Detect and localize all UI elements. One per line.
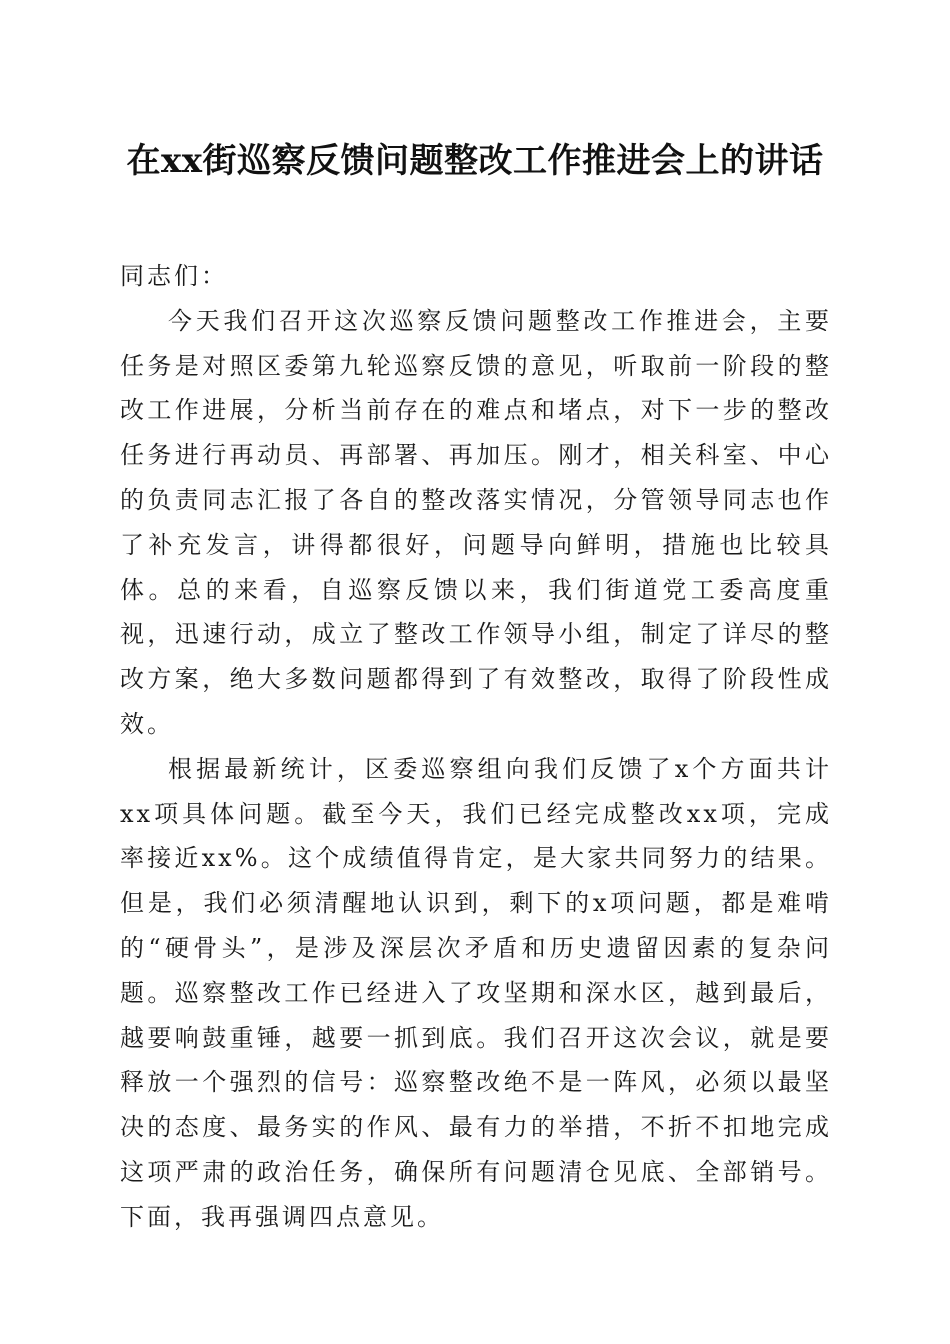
paragraph-2: 根据最新统计，区委巡察组向我们反馈了x个方面共计xx项具体问题。截至今天，我们已经完成整改xx项，完成率接近xx%。这个成绩值得肯定，是大家共同努力的结果。但是，我们必须清醒地认识到，剩下的x项问题，都是难啃的“硬骨头”，是涉及深层次矛盾和历史遗留因素的复杂问题。巡察整改工作已经进入了攻坚期和深水区，越到最后，越要响鼓重锤，越要一抓到底。我们召开这次会议，就是要释放一个强烈的信号：巡察整改绝不是一阵风，必须以最坚决的态度、最务实的作风、最有力的举措，不折不扣地完成这项严肃的政治任务，确保所有问题清仓见底、全部销号。下面，我再强调四点意见。	[120, 754, 832, 1231]
document-title: 在xx街巡察反馈问题整改工作推进会上的讲话	[126, 141, 824, 181]
salutation: 同志们：	[120, 262, 228, 290]
document-body	[120, 254, 832, 1240]
paragraph-1: 今天我们召开这次巡察反馈问题整改工作推进会，主要任务是对照区委第九轮巡察反馈的意见，听取前一阶段的整改工作进展，分析当前存在的难点和堵点，对下一步的整改任务进行再动员、再部署、再加压。刚才，相关科室、中心的负责同志汇报了各自的整改落实情况，分管领导同志也作了补充发言，讲得都很好，问题导向鲜明，措施也比较具体。总的来看，自巡察反馈以来，我们街道党工委高度重视，迅速行动，成立了整改工作领导小组，制定了详尽的整改方案，绝大多数问题都得到了有效整改，取得了阶段性成效。	[120, 306, 832, 738]
